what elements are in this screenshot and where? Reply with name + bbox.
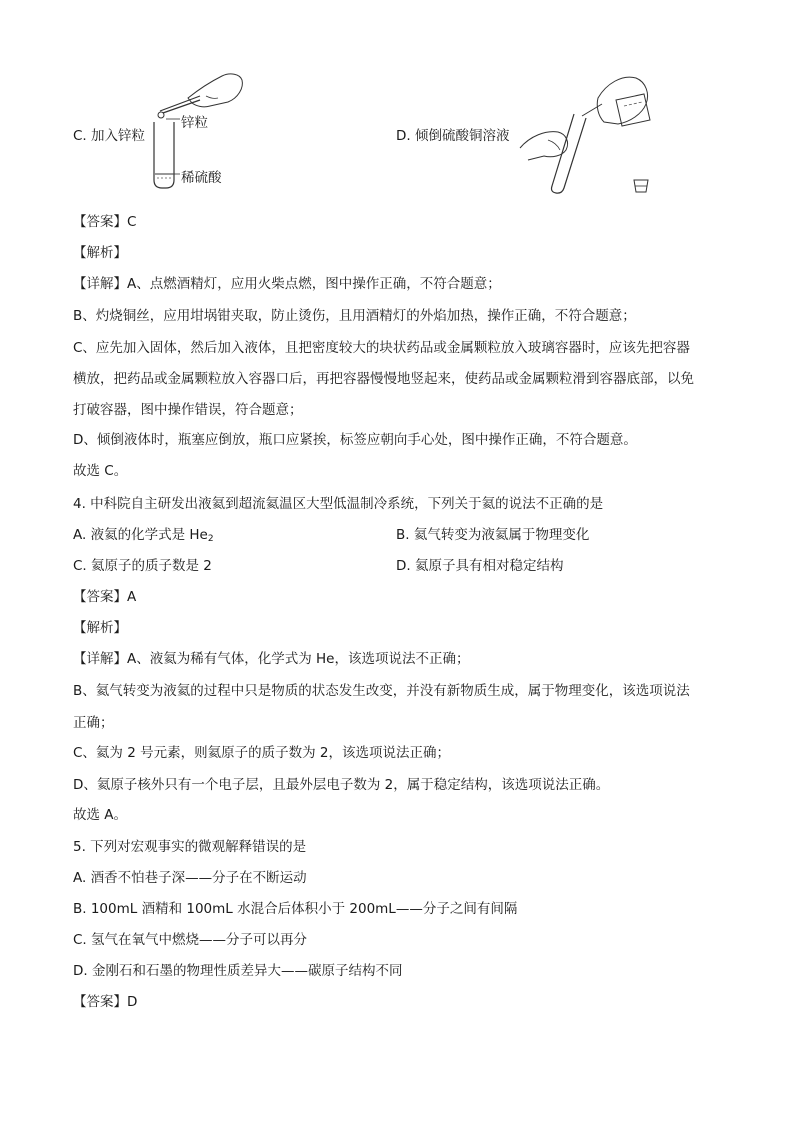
q4-detail-2: B、氦气转变为液氦的过程中只是物质的状态发生改变，并没有新物质生成，属于物理变化，该选项说法	[73, 683, 690, 699]
q5-option-d: D. 金刚石和石墨的物理性质差异大——碳原子结构不同	[73, 963, 403, 979]
q4-analysis-heading: 【解析】	[73, 620, 127, 636]
q4-answer: 【答案】A	[73, 589, 137, 605]
q4-option-a-subscript: 2	[207, 534, 214, 544]
q4-detail-1: 【详解】A、液氦为稀有气体，化学式为 He，该选项说法不正确；	[73, 651, 470, 667]
q4-detail-3: 正确；	[73, 715, 114, 731]
q3-detail-5: 打破容器，图中操作错误，符合题意；	[73, 402, 303, 418]
tweezers	[160, 96, 200, 111]
q4-stem: 4. 中科院自主研发出液氦到超流氦温区大型低温制冷系统，下列关于氦的说法不正确的是	[73, 496, 604, 512]
q5-option-b: B. 100mL 酒精和 100mL 水混合后体积小于 200mL——分子之间有间隔	[73, 901, 518, 917]
q3-detail-2: B、灼烧铜丝，应用坩埚钳夹取，防止烫伤，且用酒精灯的外焰加热，操作正确，不符合题意；	[73, 308, 636, 324]
q4-option-d: D. 氦原子具有相对稳定结构	[396, 558, 564, 574]
figure-pour-copper-sulfate	[518, 70, 668, 195]
q5-option-c: C. 氢气在氧气中燃烧——分子可以再分	[73, 932, 308, 948]
q4-detail-5: D、氦原子核外只有一个电子层，且最外层电子数为 2，属于稳定结构，该选项说法正确。	[73, 777, 610, 793]
q5-stem: 5. 下列对宏观事实的微观解释错误的是	[73, 839, 307, 855]
q4-option-b: B. 氦气转变为液氦属于物理变化	[396, 527, 590, 543]
q5-answer: 【答案】D	[73, 994, 138, 1010]
hand-with-bottle-illustration	[597, 77, 647, 124]
q3-detail-3: C、应先加入固体，然后加入液体，且把密度较大的块状药品或金属颗粒放入玻璃容器时，应该先把容器	[73, 340, 690, 356]
zinc-granule	[158, 112, 164, 118]
q3-analysis-heading: 【解析】	[73, 245, 127, 261]
label-zinc: 锌粒	[181, 115, 208, 131]
option-d-label: D. 倾倒硫酸铜溶液	[396, 128, 510, 144]
q5-option-a: A. 酒香不怕巷子深——分子在不断运动	[73, 870, 307, 886]
test-tube	[552, 114, 587, 193]
option-c-label: C. 加入锌粒	[73, 128, 146, 144]
q3-detail-6: D、倾倒液体时，瓶塞应倒放，瓶口应紧挨，标签应朝向手心处，图中操作正确，不符合题意。	[73, 432, 637, 448]
q4-option-c: C. 氦原子的质子数是 2	[73, 558, 212, 574]
q3-detail-4: 横放，把药品或金属颗粒放入容器口后，再把容器慢慢地竖起来，使药品或金属颗粒滑到容器底部，以免	[73, 371, 694, 387]
q4-option-a-text: A. 液氦的化学式是 He	[73, 527, 208, 543]
q4-detail-4: C、氦为 2 号元素，则氦原子的质子数为 2，该选项说法正确；	[73, 745, 450, 761]
q3-detail-1: 【详解】A、点燃酒精灯，应用火柴点燃，图中操作正确，不符合题意；	[73, 276, 501, 292]
q4-conclusion: 故选 A。	[73, 807, 128, 823]
q3-conclusion: 故选 C。	[73, 463, 128, 479]
q3-answer: 【答案】C	[73, 214, 137, 230]
left-hand-illustration	[520, 132, 568, 160]
label-dilute-sulfuric-acid: 稀硫酸	[181, 170, 222, 186]
q4-option-a	[73, 526, 214, 548]
